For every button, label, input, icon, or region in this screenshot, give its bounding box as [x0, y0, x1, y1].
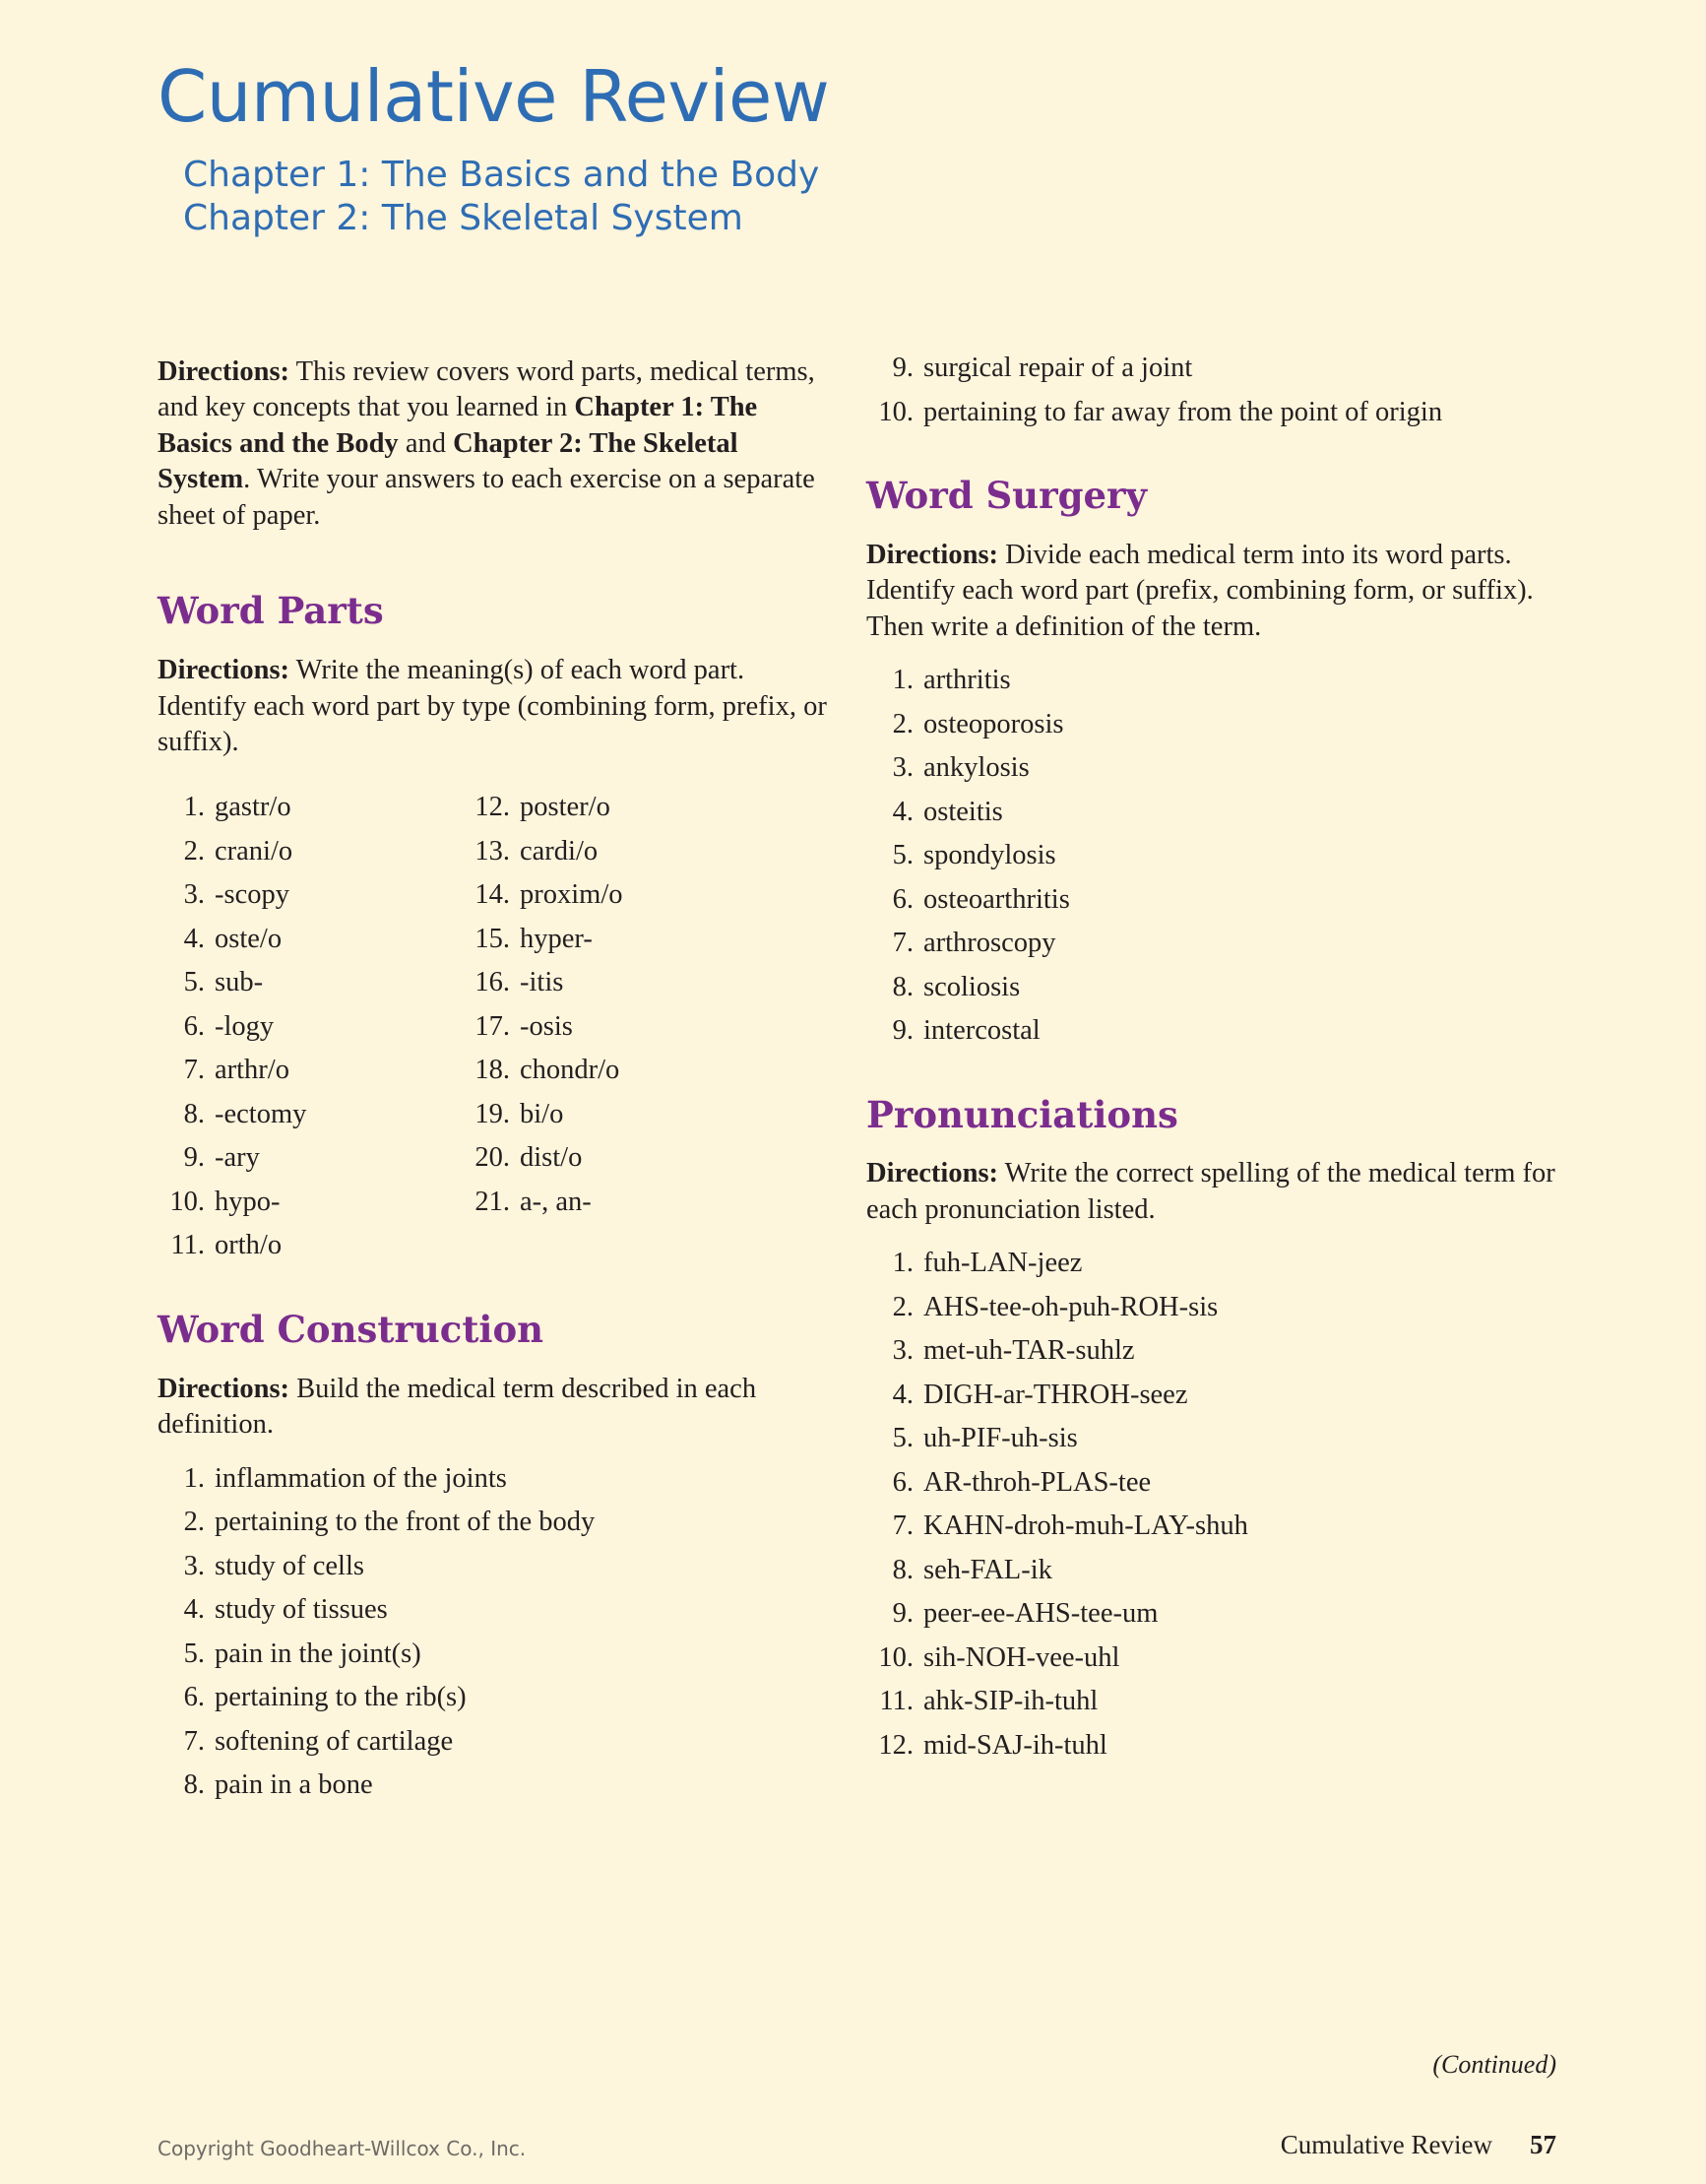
word-parts-list-column-1 — [158, 794, 404, 1276]
word-parts-list — [158, 794, 837, 1276]
word-parts-items-12-21 — [463, 794, 623, 1216]
list-item — [866, 1017, 1555, 1046]
list-item-number: 3. — [183, 879, 205, 911]
list-item-number: 8. — [892, 1554, 914, 1585]
list-item — [866, 842, 1555, 870]
list-item — [866, 1291, 1555, 1322]
list-item — [463, 794, 623, 822]
continued-note: (Continued) — [1432, 2050, 1556, 2079]
list-item — [463, 923, 623, 954]
intro-directions — [158, 354, 837, 534]
list-item-text: -osis — [520, 1010, 573, 1042]
list-item-number: 2. — [183, 835, 205, 867]
left-column — [158, 354, 837, 1816]
word-parts-list-column-2 — [463, 794, 623, 1276]
running-head-text: Cumulative Review — [1280, 2130, 1492, 2159]
list-item — [866, 708, 1555, 739]
list-item-text: orth/o — [215, 1230, 283, 1261]
list-item-text: osteoarthritis — [923, 883, 1070, 915]
page-title: Cumulative Review — [158, 55, 830, 138]
list-item — [463, 1188, 623, 1217]
list-item — [866, 1337, 1555, 1366]
list-item-number: 8. — [183, 1098, 205, 1129]
list-item-text: pertaining to far away from the point of origin — [923, 396, 1443, 427]
list-item-text: study of tissues — [215, 1594, 388, 1626]
list-item-number: 5. — [183, 967, 205, 998]
list-item — [866, 1600, 1555, 1629]
list-item-text: arthr/o — [215, 1055, 289, 1086]
list-item-text: pain in the joint(s) — [215, 1638, 421, 1669]
list-item-text: arthroscopy — [923, 928, 1056, 959]
list-item-number: 6. — [892, 1466, 914, 1498]
list-item-number: 6. — [183, 1010, 205, 1042]
list-item-text: spondylosis — [923, 840, 1056, 871]
list-item-text: surgical repair of a joint — [923, 353, 1193, 383]
list-item — [866, 1729, 1555, 1761]
list-item-text: softening of cartilage — [215, 1725, 454, 1757]
list-item-text: sih-NOH-vee-uhl — [923, 1641, 1120, 1673]
list-item — [866, 1512, 1555, 1541]
list-item-number: 7. — [183, 1725, 205, 1757]
word-parts-directions — [158, 653, 837, 760]
list-item-text: a-, an- — [520, 1186, 592, 1217]
intro-chapter1-bold: Chapter 1: The Basics and the Body — [158, 392, 758, 459]
list-item-number: 4. — [892, 1379, 914, 1410]
list-item-text: pertaining to the rib(s) — [215, 1682, 467, 1713]
list-item-text: pain in a bone — [215, 1769, 373, 1801]
list-item-text: chondr/o — [520, 1055, 620, 1086]
list-item — [866, 354, 1555, 383]
word-surgery-heading: Word Surgery — [866, 474, 1147, 517]
list-item-number: 18. — [474, 1055, 510, 1086]
list-item-number: 10. — [878, 1641, 914, 1673]
list-item-text: osteitis — [923, 796, 1003, 827]
list-item — [866, 1466, 1555, 1498]
list-item-number: 9. — [183, 1142, 205, 1174]
list-item — [158, 1596, 837, 1625]
list-item-number: 20. — [474, 1142, 510, 1174]
spacer — [158, 631, 837, 653]
list-item-text: hyper- — [520, 923, 593, 954]
list-item-number: 9. — [892, 353, 914, 383]
list-item-number: 3. — [892, 1335, 914, 1367]
list-item — [158, 1188, 404, 1217]
list-item — [158, 1684, 837, 1712]
list-item — [463, 1010, 623, 1042]
list-item — [158, 1057, 404, 1085]
list-item-number: 9. — [892, 1015, 914, 1047]
list-item-number: 10. — [169, 1186, 205, 1217]
list-item-text: -ary — [215, 1142, 260, 1174]
list-item-number: 14. — [474, 879, 510, 911]
list-item-text: -ectomy — [215, 1098, 307, 1129]
list-item-text: -logy — [215, 1010, 275, 1042]
word-surgery-directions-text: Divide each medical term into its word parts. Identify each word part (prefix, combining form, or suffix). Then write a definition of the term. — [866, 539, 1534, 642]
list-item-number: 1. — [183, 1462, 205, 1494]
list-item — [866, 971, 1555, 1002]
word-parts-directions-label: Directions: — [158, 655, 290, 686]
list-item-text: bi/o — [520, 1098, 564, 1129]
list-item-text: uh-PIF-uh-sis — [923, 1423, 1078, 1454]
list-item-text: osteoporosis — [923, 708, 1064, 739]
word-construction-directions-label: Directions: — [158, 1373, 290, 1404]
list-item-text: peer-ee-AHS-tee-um — [923, 1598, 1159, 1630]
list-item — [866, 1425, 1555, 1453]
list-item-number: 6. — [183, 1682, 205, 1713]
list-item — [463, 1144, 623, 1173]
list-item-number: 12. — [474, 792, 510, 823]
pronunciations-items — [866, 1250, 1555, 1760]
pronunciations-heading: Pronunciations — [866, 1092, 1178, 1136]
word-construction-items-9-10 — [866, 354, 1555, 426]
list-item — [866, 1250, 1555, 1278]
list-item-number: 4. — [183, 923, 205, 954]
list-item-number: 5. — [183, 1638, 205, 1669]
list-item-number: 2. — [183, 1507, 205, 1538]
pronunciations-directions — [866, 1156, 1555, 1228]
spacer — [158, 760, 837, 794]
list-item-number: 3. — [183, 1550, 205, 1581]
list-item-text: scoliosis — [923, 971, 1021, 1002]
spacer — [866, 1134, 1555, 1156]
list-item — [158, 923, 404, 954]
list-item — [158, 1509, 837, 1537]
list-item-number: 19. — [474, 1098, 510, 1129]
word-parts-items-1-11 — [158, 794, 404, 1260]
pronunciations-directions-label: Directions: — [866, 1158, 999, 1189]
list-item-text: ankylosis — [923, 752, 1030, 784]
list-item — [866, 1688, 1555, 1716]
list-item — [158, 1232, 404, 1260]
list-item-number: 3. — [892, 752, 914, 784]
list-item — [866, 667, 1555, 695]
footer-running-head — [1281, 2130, 1556, 2160]
list-item — [866, 930, 1555, 958]
list-item-text: crani/o — [215, 835, 293, 867]
word-surgery-items — [866, 667, 1555, 1046]
list-item-text: fuh-LAN-jeez — [923, 1248, 1083, 1279]
copyright-notice: Copyright Goodheart-Willcox Co., Inc. — [158, 2137, 527, 2160]
list-item-text: study of cells — [215, 1550, 364, 1581]
list-item-number: 10. — [878, 396, 914, 427]
list-item-number: 7. — [183, 1055, 205, 1086]
list-item-number: 9. — [892, 1598, 914, 1630]
list-item-text: mid-SAJ-ih-tuhl — [923, 1729, 1107, 1761]
spacer — [158, 534, 837, 591]
list-item-text: -itis — [520, 967, 564, 998]
list-item-text: met-uh-TAR-suhlz — [923, 1335, 1135, 1367]
spacer — [158, 1276, 837, 1310]
list-item-text: arthritis — [923, 665, 1011, 696]
list-item — [866, 883, 1555, 915]
word-parts-heading: Word Parts — [158, 589, 384, 633]
list-item-number: 4. — [183, 1594, 205, 1626]
spacer — [866, 442, 1555, 476]
list-item — [158, 835, 404, 867]
word-parts-directions-text: Write the meaning(s) of each word part. Identify each word part by type (combining form, prefix, or suffix). — [158, 655, 827, 757]
list-item-text: AHS-tee-oh-puh-ROH-sis — [923, 1291, 1219, 1322]
list-item — [158, 794, 404, 822]
list-item-text: intercostal — [923, 1015, 1041, 1047]
list-item-number: 17. — [474, 1010, 510, 1042]
list-item-text: AR-throh-PLAS-tee — [923, 1466, 1152, 1498]
intro-directions-part1: This review covers word parts, medical terms, and key concepts that you learned in — [158, 356, 815, 423]
list-item — [158, 969, 404, 997]
word-construction-directions-text: Build the medical term described in each definition. — [158, 1373, 757, 1441]
list-item-text: sub- — [215, 967, 264, 998]
list-item-text: DIGH-ar-THROH-seez — [923, 1379, 1188, 1410]
list-item-text: ahk-SIP-ih-tuhl — [923, 1686, 1099, 1717]
list-item-number: 16. — [474, 967, 510, 998]
list-item — [463, 881, 623, 910]
spacer — [866, 516, 1555, 538]
list-item — [866, 1381, 1555, 1410]
list-item-number: 4. — [892, 796, 914, 827]
pronunciations-directions-text: Write the correct spelling of the medical term for each pronunciation listed. — [866, 1158, 1555, 1225]
list-item-number: 21. — [474, 1186, 510, 1217]
list-item — [463, 1057, 623, 1085]
list-item-text: hypo- — [215, 1186, 281, 1217]
list-item-number: 2. — [892, 708, 914, 739]
list-item — [158, 1098, 404, 1129]
list-item — [158, 1725, 837, 1757]
list-item — [866, 796, 1555, 827]
chapter-1-subtitle: Chapter 1: The Basics and the Body — [183, 155, 820, 195]
intro-directions-part3: . Write your answers to each exercise on a separate sheet of paper. — [158, 464, 815, 531]
list-item — [866, 1554, 1555, 1585]
list-item — [463, 969, 623, 997]
list-item-text: pertaining to the front of the body — [215, 1507, 596, 1538]
masthead — [158, 55, 1555, 240]
list-item-number: 1. — [892, 1248, 914, 1279]
intro-chapter2-bold: Chapter 2: The Skeletal System — [158, 427, 738, 495]
list-item — [463, 1098, 623, 1129]
list-item — [463, 835, 623, 867]
list-item-number: 13. — [474, 835, 510, 867]
chapter-2-subtitle: Chapter 2: The Skeletal System — [183, 197, 743, 238]
list-item-number: 7. — [892, 1510, 914, 1542]
spacer — [158, 1350, 837, 1372]
list-item — [866, 1641, 1555, 1673]
list-item — [158, 1771, 837, 1800]
list-item-number: 8. — [183, 1769, 205, 1801]
word-surgery-directions-label: Directions: — [866, 539, 999, 570]
page-number: 57 — [1530, 2130, 1556, 2159]
right-column — [866, 354, 1555, 1775]
spacer — [866, 1061, 1555, 1095]
list-item — [158, 1010, 404, 1042]
list-item-number: 11. — [879, 1686, 914, 1717]
spacer — [866, 645, 1555, 667]
list-item-number: 12. — [878, 1729, 914, 1761]
list-item-number: 1. — [183, 792, 205, 823]
list-item — [866, 396, 1555, 427]
spacer — [866, 1228, 1555, 1250]
list-item-text: KAHN-droh-muh-LAY-shuh — [923, 1510, 1248, 1542]
list-item-text: dist/o — [520, 1142, 583, 1174]
list-item-text: inflammation of the joints — [215, 1462, 507, 1494]
word-construction-items-1-8 — [158, 1462, 837, 1801]
list-item-text: oste/o — [215, 923, 283, 954]
word-construction-directions — [158, 1372, 837, 1444]
list-item — [158, 1640, 837, 1669]
list-item — [158, 1144, 404, 1173]
list-item-number: 5. — [892, 840, 914, 871]
list-item-number: 6. — [892, 883, 914, 915]
list-item-number: 8. — [892, 971, 914, 1002]
list-item-text: gastr/o — [215, 792, 291, 823]
list-item-text: cardi/o — [520, 835, 599, 867]
list-item-number: 5. — [892, 1423, 914, 1454]
list-item-text: -scopy — [215, 879, 289, 911]
intro-directions-label: Directions: — [158, 356, 290, 387]
word-surgery-directions — [866, 538, 1555, 645]
list-item — [158, 881, 404, 910]
list-item — [158, 1550, 837, 1581]
list-item — [866, 754, 1555, 783]
list-item-text: seh-FAL-ik — [923, 1554, 1052, 1585]
spacer — [158, 1444, 837, 1465]
list-item-text: poster/o — [520, 792, 610, 823]
list-item-number: 2. — [892, 1291, 914, 1322]
word-construction-heading: Word Construction — [158, 1307, 544, 1351]
list-item — [158, 1462, 837, 1494]
list-item-number: 7. — [892, 928, 914, 959]
list-item-number: 15. — [474, 923, 510, 954]
list-item-number: 1. — [892, 665, 914, 696]
list-item-number: 11. — [170, 1230, 205, 1261]
list-item-text: proxim/o — [520, 879, 623, 911]
intro-directions-part2: and — [398, 427, 454, 459]
